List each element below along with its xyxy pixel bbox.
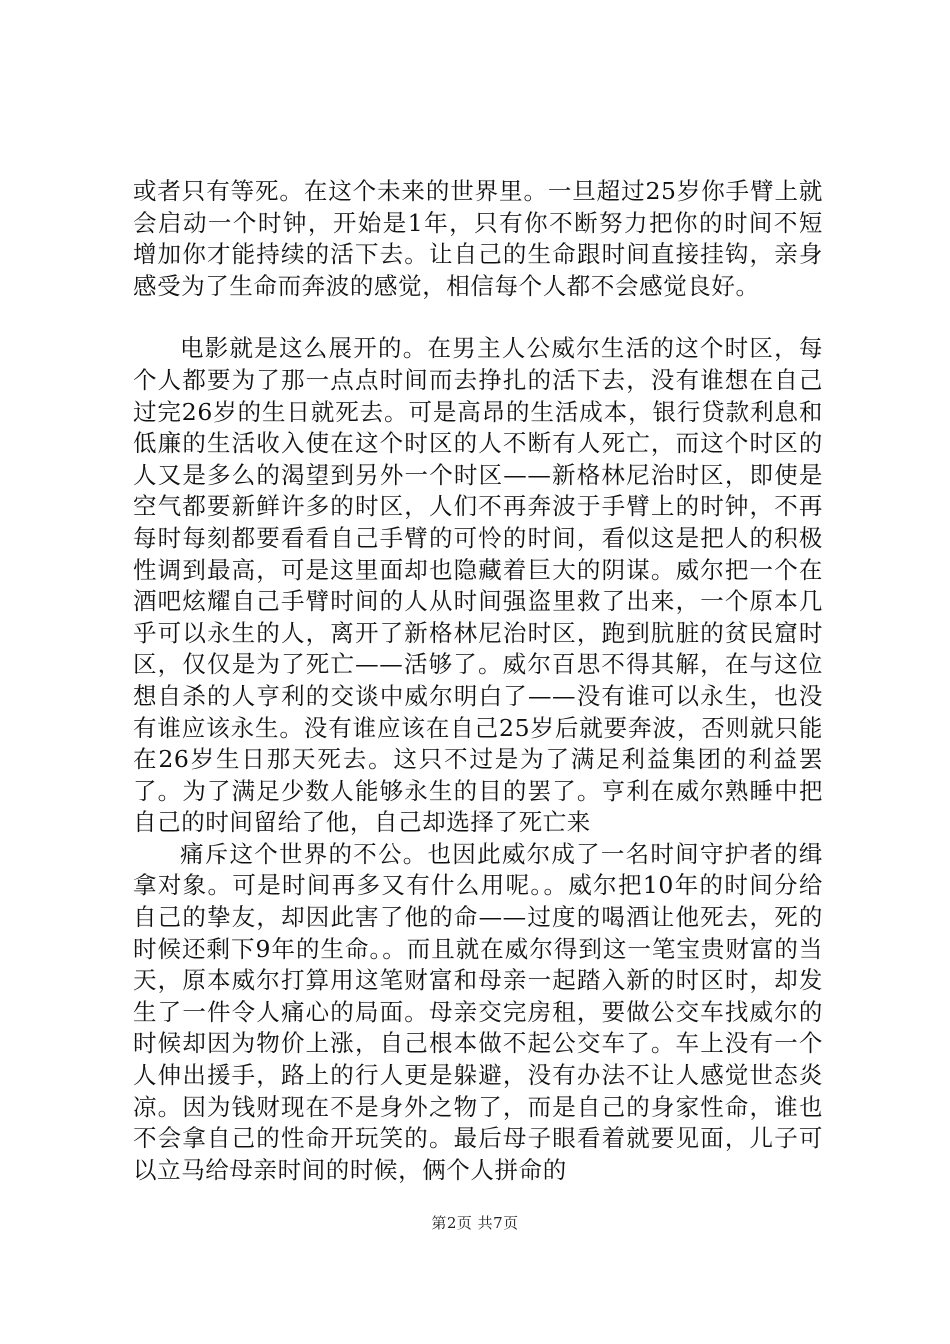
page-number-footer: 第2页 共7页 xyxy=(431,1214,519,1232)
paragraph-2: 电影就是这么展开的。在男主人公威尔生活的这个时区，每个人都要为了那一点点时间而去挣扎的活下去，没有谁想在自己过完26岁的生日就死去。可是高昂的生活成本，银行贷款利息和低廉的生活收入使在这个时区的人不断有人死亡，而这个时区的人又是多么的渴望到另外一个时区——新格林尼治时区，即使是空气都要新鲜许多的时区，人们不再奔波于手臂上的时钟，不再每时每刻都要看看自己手臂的可怜的时间，看似这是把人的积极性调到最高，可是这里面却也隐藏着巨大的阴谋。威尔把一个在酒吧炫耀自己手臂时间的人从时间强盗里救了出来，一个原本几乎可以永生的人，离开了新格林尼治时区，跑到肮脏的贫民窟时区，仅仅是为了死亡——活够了。威尔百思不得其解，在与这位想自杀的人亨利的交谈中威尔明白了——没有谁可以永生，也没有谁应该永生。没有谁应该在自己25岁后就要奔波，否则就只能在26岁生日那天死去。这只不过是为了满足利益集团的利益罢了。为了满足少数人能够永生的目的罢了。亨利在威尔熟睡中把自己的时间留给了他，自己却选择了死亡来 xyxy=(133,334,823,837)
paragraph-1: 或者只有等死。在这个未来的世界里。一旦超过25岁你手臂上就会启动一个时钟，开始是1年，只有你不断努力把你的时间不短增加你才能持续的活下去。让自己的生命跟时间直接挂钩，亲身感受为了生命而奔波的感觉，相信每个人都不会感觉良好。 xyxy=(133,177,823,300)
paragraph-3: 痛斥这个世界的不公。也因此威尔成了一名时间守护者的缉拿对象。可是时间再多又有什么用呢。。威尔把10年的时间分给自己的挚友，却因此害了他的命——过度的喝酒让他死去，死的时候还剩下9年的生命。。而且就在威尔得到这一笔宝贵财富的当天，原本威尔打算用这笔财富和母亲一起踏入新的时区时，却发生了一件令人痛心的局面。母亲交完房租，要做公交车找威尔的时候却因为物价上涨，自己根本做不起公交车了。车上没有一个人伸出援手，路上的行人更是躲避，没有办法不让人感觉世态炎凉。因为钱财现在不是身外之物了，而是自己的身家性命，谁也不会拿自己的性命开玩笑的。最后母子眼看着就要见面，儿子可以立马给母亲时间的时候，俩个人拼命的 xyxy=(133,839,823,1184)
document-body xyxy=(133,176,823,1186)
